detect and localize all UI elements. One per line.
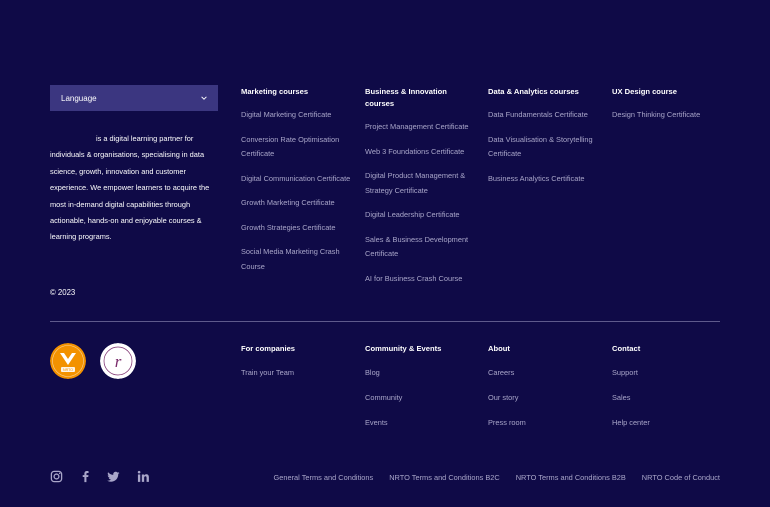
column-title: Contact — [612, 344, 641, 353]
language-select[interactable] — [50, 85, 218, 111]
svg-text:NRTO: NRTO — [62, 368, 74, 372]
copyright: © 2023 — [50, 288, 76, 297]
footer-link[interactable]: Digital Communication Certificate — [241, 173, 351, 183]
footer-link[interactable]: Train your Team — [241, 368, 294, 377]
footer-link[interactable]: Press room — [488, 418, 526, 427]
column-title: Data & Analytics courses — [488, 87, 579, 96]
column-title: About — [488, 344, 510, 353]
footer-link[interactable]: Design Thinking Certificate — [612, 110, 701, 119]
footer-link[interactable]: Social Media Marketing Crash Course — [241, 247, 340, 271]
footer-link[interactable]: Our story — [488, 393, 519, 402]
chevron-down-icon — [200, 94, 208, 102]
footer-link[interactable]: Digital Leadership Certificate — [365, 210, 460, 219]
nrto-terms-b2b-link[interactable]: NRTO Terms and Conditions B2B — [515, 473, 626, 482]
column-title: Community & Events — [365, 344, 442, 353]
footer-link[interactable]: Events — [365, 418, 388, 427]
marketing-courses-column — [241, 86, 356, 274]
legal-links — [274, 473, 721, 482]
footer-link[interactable]: Growth Marketing Certificate — [241, 198, 335, 207]
footer-link[interactable]: Support — [612, 368, 638, 377]
footer-link[interactable]: Data Fundamentals Certificate — [488, 110, 588, 119]
for-companies-column — [241, 343, 356, 381]
about-text: is a digital learning partner for individuals & organisations, specialising in data science, growth, innovation and customer experience. We empower learners to acquire the most in-demand digital capabilities through actionable, hands-on and enjoyable courses & learning programs. — [50, 134, 210, 242]
column-title: UX Design course — [612, 87, 677, 96]
about-description — [50, 131, 222, 246]
r-quality-badge — [100, 343, 136, 379]
footer-link[interactable]: AI for Business Crash Course — [365, 273, 463, 283]
nrto-code-of-conduct-link[interactable]: NRTO Code of Conduct — [641, 473, 720, 482]
community-events-column — [365, 343, 480, 431]
instagram-icon[interactable] — [50, 470, 63, 483]
footer-link[interactable]: Growth Strategies Certificate — [241, 222, 336, 232]
footer-link[interactable]: Digital Product Management & Strategy Certificate — [365, 171, 466, 195]
footer-link[interactable]: Help center — [612, 418, 650, 427]
ux-design-course-column — [612, 86, 727, 123]
footer-divider — [50, 321, 720, 322]
contact-column — [612, 343, 727, 431]
footer-link[interactable]: Project Management Certificate — [365, 122, 469, 131]
nrto-badge — [50, 343, 86, 379]
footer-link[interactable]: Data Visualisation & Storytelling Certificate — [488, 134, 593, 158]
business-innovation-courses-column — [365, 86, 480, 286]
footer-link[interactable]: Business Analytics Certificate — [488, 173, 585, 183]
footer-link[interactable]: Careers — [488, 368, 515, 377]
footer-link[interactable]: Community — [365, 393, 403, 402]
footer-link[interactable]: Sales & Business Development Certificate — [365, 234, 469, 258]
column-title: Business & Innovation courses — [365, 87, 447, 108]
footer-link[interactable]: Conversion Rate Optimisation Certificate — [241, 134, 340, 158]
data-analytics-courses-column — [488, 86, 603, 186]
general-terms-link[interactable]: General Terms and Conditions — [273, 473, 374, 482]
column-title: For companies — [241, 344, 296, 353]
facebook-icon[interactable] — [79, 470, 92, 483]
nrto-terms-b2c-link[interactable]: NRTO Terms and Conditions B2C — [389, 473, 500, 482]
twitter-icon[interactable] — [107, 470, 120, 483]
footer-link[interactable]: Web 3 Foundations Certificate — [365, 146, 465, 156]
column-title: Marketing courses — [241, 87, 309, 96]
footer-link[interactable]: Blog — [365, 368, 380, 377]
svg-text:r: r — [114, 352, 122, 371]
about-column — [488, 343, 603, 431]
language-select-label: Language — [61, 93, 97, 103]
footer-link[interactable]: Digital Marketing Certificate — [241, 110, 332, 119]
linkedin-icon[interactable] — [137, 470, 150, 483]
footer-link[interactable]: Sales — [612, 393, 631, 402]
